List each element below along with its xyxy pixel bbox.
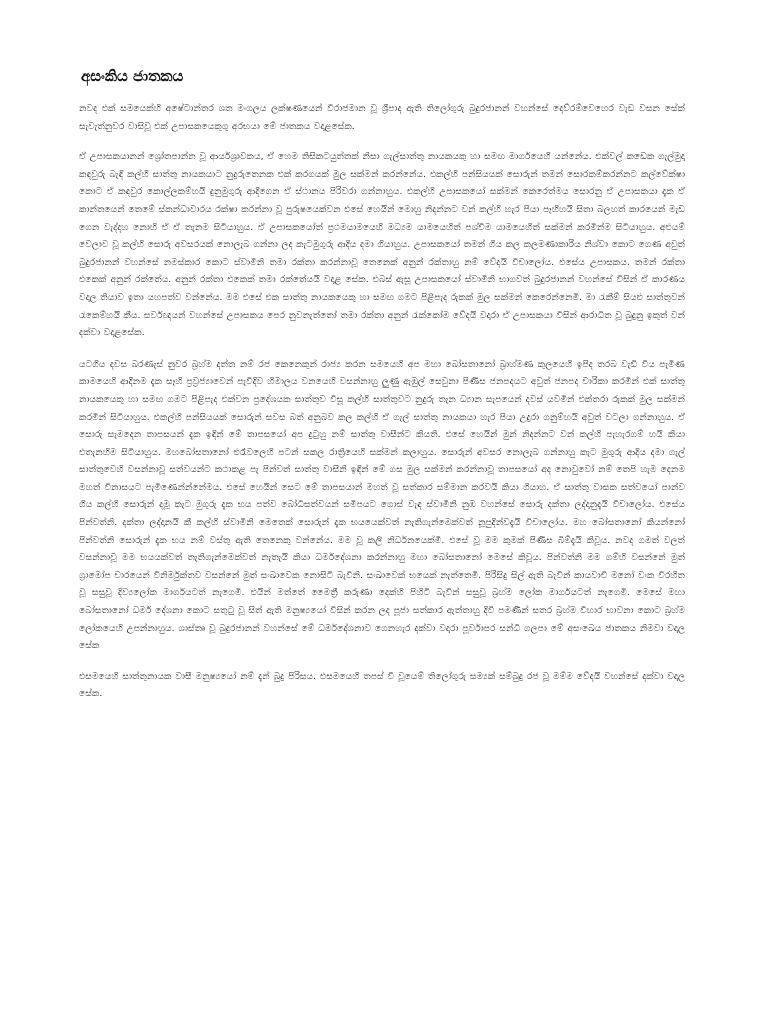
paragraph-conclusion: එසමයෙහි සාත්තුනායක වාසී මනුෂ්‍යයෝ නම් දැන් බුදු පිරිසය. එසමයෙහි තපස් වී වූයෙම් තිලෝගුරු සම්‍යක් සම්බුදු රජ වූ මම්ම වේදයි වහන්සේ දක්වා වදාල සේක. [79,670,685,700]
paragraph-intro: නවද එක් සමයෙක්හි අෂේටාන්තර ශත මංගලය ලක්ෂණයෙන් විරාජමාන වූ ශ්‍රීපාද ඇති තිලෝගුරු බුදුරජානන් වහන්සේ දෙව්රම්වෙහෙර වැඩ වසන සේක් සැවැත්නුවර වාසිවූ එක් උපාසකයෙකුගු අරභයා මේ ජාතකය වදාළසේක. [79,103,686,132]
document-title: අසංකිය ජාතකය [81,67,184,85]
paragraph-present-story: ඒ උපාසකයානන් ශ්‍රෝතපාන්න වූ ආර්යශ්‍රාවකය, ඒ හෙම තිසිකටයුත්තක් නිසා ගැල්සාත්තු නායකයකු හා සමඟ මාර්ගයෙහි යන්නේය. එක්වල් කඩෙක ගැල්මුදා කඳවුරු බැඳි කල්හි සාත්තු නායකයාට නුදුරුතෙනක එක් කරගයක් මුල සක්මන් කරන්නේය. එකල්හි පන්සියයක් සොරුන් තමන් සොරකම්කරන්නට කල්වේක්ෂා කොට ඒ කඳවුර කොල්ලකම්හයි දුනුමුගුරු ආදීගෙන ඒ ස්ථානය පිරිවරා ගන්නාහුය. එකල්හි උපාසකයෝ සක්මන් කෙරෙත්මය සොරනු ඒ උපාසකයා දැක ඒ කාන්තයෙන් තෙමේ ස්කන්ධාවාරය රක්ෂා කරන්නා වූ පුරුෂයෙක්වන එසේ හෙයින් මොහු නිදන්නට වන් කල්හි හැර පියා පෑහිහයි සිතා බලහත් කාරයෙන් මැඩ ගෙන වැද්දහ නොහි ඒ ඒ තැනම සිටියාහුය. ඒ උපාසකයෝත් ප්‍රථමයාමයෙහි මධ්‍යම යාමයෙහිත් පශ්චිම යාමයෙහිත් සක්මන් කරමින්ම සිටියාහුය. අළුයම් වෙලාව වූ කල්හි සොරු අවසරයක් නොලැබ ගන්නා ලද කැටමුගුරු ආදිය දමා ගියාහුය. උපාසකයෝ තමන් ගිය කල කලමණාකාරිය නිශ්වා කොට ගෙණ අවුත් බුදුරජානන් වහන්සේ නමස්කාර කොට ස්වාමීනි තමා රක්තා කරන්නාවූ තෙනෙක් අනුන් රක්තාහු නම් වේදයි විචාලෝය. එසේය උපාසකය. තමන් රක්තා එකෙක් අනුන් රක්තේය. අනුන් රක්තා එකෙක් තමා රක්තේයයි වදාළ සේක. එබස් ඇසූ උපාසකයෝ ස්වාමීනි භාගවත් බුදුරජානන් වහන්සේ විසින් ඒ කාරණය වදාල තියාව ඉතා යහපත්ව වන්නේය. මම එසේ එක සාත්තු නායකයෙකු හා සමඟ ගමට පිළිපැද රුකක් මුල සක්මන් කෙරෙන්නෙමි. මා රැකීම් සියළු සාත්තුවන් රැකෙම්හයි කීය. සර්වඥයන් වහන්සේ උපාසකය පෙර නුවනැත්තෝ තමා රක්තා අනුන් රැක්කෝම වේදයි වදාරා ඒ උපාසකයා විසින් ආරාධිත වූ බුදුනු ඉකුත් වන් දක්වා වදාළසේක. [79,151,685,339]
paragraph-past-story: යටගිය දවස බරණැස් නුවර බ්‍රහ්ම දත්ත නම් රජ කෙනෙකුන් රාජ්‍ය කරන සමයෙහි අප මහා බෝසතානෝ බ්‍රාහ්මණ කුලයෙහි ඉපිද තරබ වැඩි විය පැමිණ කාමයෙහි ආදීනම දැක සෑහි ප්‍රව්‍රජ්‍යාවෙන් පැවිදිව හිමාලය වනයෙහි වසන්නාහු ලුණු ඇඹුල් සෙවුනා පිණිස ජනපදයට අවුත් ජනපද චාරිකා කරමින් එක් සාත්තු නායකයෙකු හා සමඟ ගමට පිළිපැද එක්වන ප්‍රදේශයක සාත්තුව විසූ කල්හි සාත්තුවට නුදුරු තැන ධ්‍යාන සැපයෙන් දවස් යවමින් එක්තරා රුකක් මුල සක්මන් කරමින් සිටියාහුය. එකල්හි පන්සියයක් සොරුන් සවස බත් අනුබව කල කල්හි ඒ ගැල් සාත්තු නායකයා හැර පියා උදුරා ගනුම්හයි අවුත් වටලා ගන්නාහුය. ඒ සොරු සැමදෙන තාපසයන් දැක ඉඳින් මේ තාපසයෝ අප දුටුහු නම් සාත්තු වාසීන්ට කියති. එසේ හෙයින් මුන් නිදන්නට වන් කල්හි පැහැරගම් හයි කියා එතැනහිම සිටියාහුය. මහබෝසතානෝ එරෑවලෙහි පටන් සකල රාත්‍රියෙහි සක්මන් කලාහුය. සොරුන් අවසර නොලැබ ගන්නාහු කැට මුගුරු ආදිය දමා ගැල් සාත්තුවෙහි වසන්නාවූ සත්වයන්ට කථාකළ පැ පින්වත් සාත්තු වාසීනි ඉඳින් මේ ගස මුල සක්මන් කරන්නාවූ තාපසයෝ අද නොවුවෝ නම් තෙපි හැම දෙනම මහත් විනාසයට පැමිණෙන්න්නේමය. එසේ හෙයින් සෙට මේ තාපසයාන් මහත් වූ සත්කාර සම්මාන කරවයි කියා ගියාහ. ඒ සාත්තු වාසක සත්වයෝ පාන්ව ගිය කල්හි සොරුන් දමූ කැට මුගුරු දැක භය පත්ව බෝධිසත්වයන් සමීපයට ගොස් වැඳ ස්වාමීනි නුඹ වහන්සේ සොරු දක්තා ලද්දානුදැයි විචාලෝය. එසේය පින්වත්නි. දක්තා ලද්දානයි කී කල්හි ස්වාමීනි මෙතෙක් සොරුන් දැක භයයෙක්වත් නැතිගැන්මෙක්වත් නූපුදින්වදැයි විචාලෝය. මහ බෝසතානෝ කියන්නෝ පින්වත්නි සොරුන් දැක භය නම් වස්තු ඇති තෙනෙකු වන්නේය. මම වූ කලි නිර්ධනයෙක්මි. එසේ වූ මම කුමක් පිණිස බිම්දැයි කිවූය. නවද ගමත් වලත් වසන්නාවූ මම භයයක්වත් තැතිගැන්මෙක්වත් නැතැයි කියා ධර්මදේශනා කරන්නාහු මහා බෝසතානෝ මෙසේ කිවූය. පින්වත්නි මම ගම්හි වසන්නේ මුත් ග්‍රාමෝප චාරයෙන් විනිර්මුක්තව වසන්නේ මුත් සංඛාවෙක නොසිටි බැවිනි. සංඛාවෙක් භයෙක් නැත්තෙමි. පිරිසිදු සිල් ඇති බැවින් කායවාචි මනෝ වංක විරහිත වූ සසුවූ දිව්‍යලෝක මාර්ගයටත් නැගෙමි. එයින් මත්තේ මෛත්‍රී කරුණා දෙක්හි පිහිටි බැවින් සසුවූ බ්‍රහ්ම ලෝක මාර්ගයටත් නැගෙමි. මෙසේ මහා බෝසතානෝ ධර්ම දේශනා කොට සතුටු වූ සිත් ඇති මනුෂ්‍යයෝ විසින් කරන ලද පූජා සත්කාර ඇත්තාහු දිවි පමණින් සතර බ්‍රහ්ම විහාර භාවනා කොට බ්‍රහ්ම ලෝකයෙහි උපන්නාහුය. ශාස්තෘ වූ බුදුරජානන් වහන්සේ මේ ධර්මදේශනාව ගෙනහැර දක්වා වදාරා පූර්වාපර සන්ධි ගලපා මේ අසංඛෙය ජාතකය නිමවා වදාල සේක [79,358,685,652]
